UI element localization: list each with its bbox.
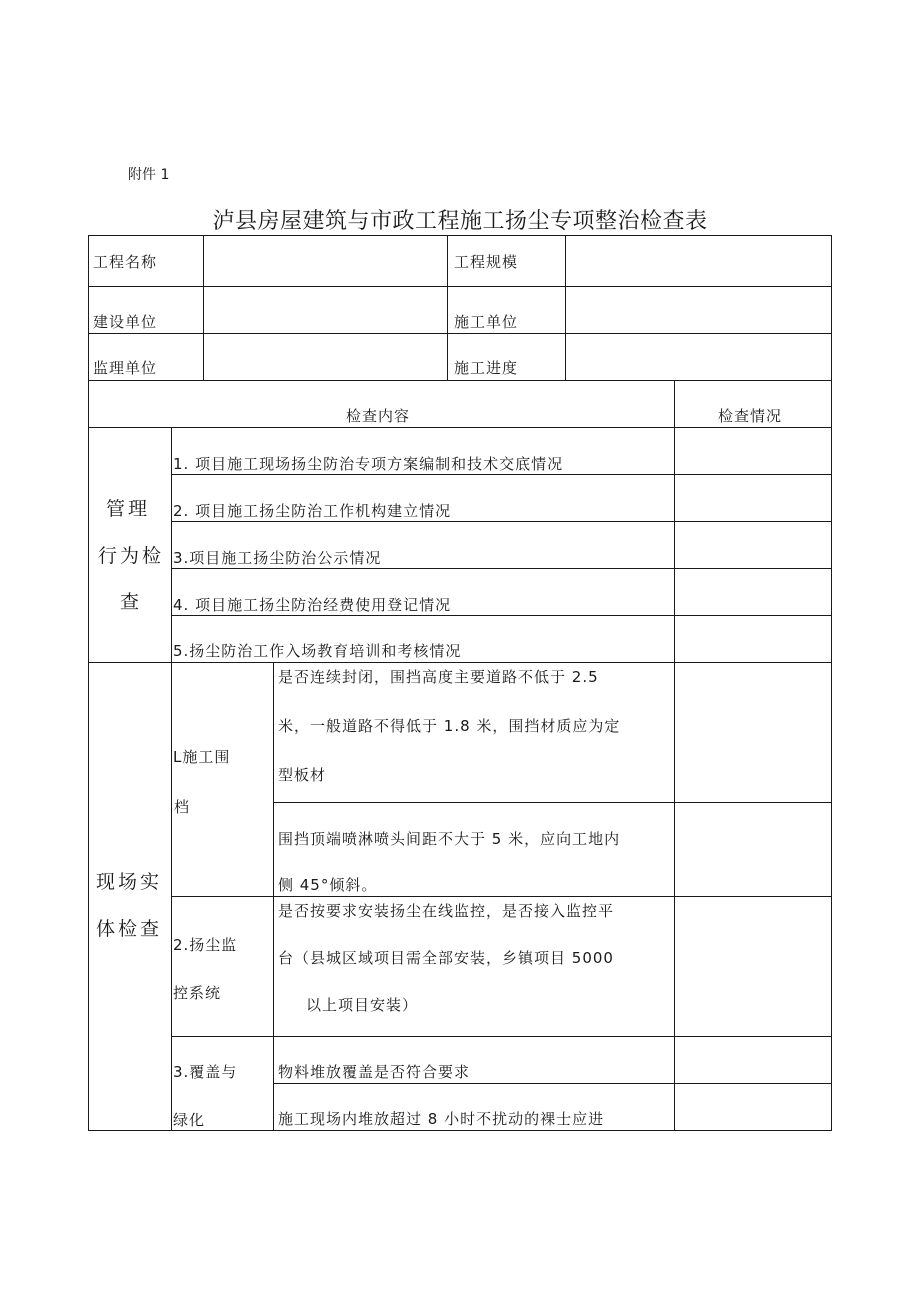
site-item-line: 台（县城区域项目需全部安装，乡镇项目 5000 bbox=[278, 949, 614, 967]
site-item-line: 型板材 bbox=[278, 766, 327, 784]
site-group-name: 3.覆盖与 bbox=[173, 1063, 238, 1081]
site-group-name: 2.扬尘监 bbox=[173, 936, 238, 954]
site-item-line: 米，一般道路不得低于 1.8 米，围挡材质应为定 bbox=[278, 717, 621, 735]
site-group-name: 绿化 bbox=[173, 1111, 206, 1129]
management-item: 5.扬尘防治工作入场教育培训和考核情况 bbox=[173, 642, 462, 660]
contractor-label: 施工单位 bbox=[454, 313, 519, 331]
management-item: 1. 项目施工现场扬尘防治专项方案编制和技术交底情况 bbox=[173, 455, 564, 473]
site-label-1: 现场实 bbox=[96, 871, 163, 893]
builder-label: 建设单位 bbox=[93, 313, 158, 331]
site-item-line: 是否按要求安装扬尘在线监控，是否接入监控平 bbox=[278, 902, 615, 920]
site-label-2: 体检查 bbox=[96, 918, 163, 940]
header-content: 检查内容 bbox=[346, 407, 411, 425]
project-scale-label: 工程规模 bbox=[454, 253, 519, 271]
site-item-line: 侧 45°倾斜。 bbox=[278, 876, 378, 894]
supervisor-label: 监理单位 bbox=[93, 359, 158, 377]
progress-label: 施工进度 bbox=[454, 359, 519, 377]
attachment-label: 附件 1 bbox=[128, 167, 170, 183]
management-item: 2. 项目施工扬尘防治工作机构建立情况 bbox=[173, 502, 452, 520]
management-item: 4. 项目施工扬尘防治经费使用登记情况 bbox=[173, 596, 452, 614]
management-item: 3.项目施工扬尘防治公示情况 bbox=[173, 549, 382, 567]
page-title: 泸县房屋建筑与市政工程施工扬尘专项整治检查表 bbox=[212, 209, 708, 234]
site-item-line: 物料堆放覆盖是否符合要求 bbox=[278, 1063, 471, 1081]
management-label-2: 行为检 bbox=[98, 545, 165, 567]
site-group-name: L施工围 bbox=[173, 748, 231, 766]
site-item-line: 围挡顶端喷淋喷头间距不大于 5 米，应向工地内 bbox=[278, 830, 621, 848]
site-item-line: 施工现场内堆放超过 8 小时不扰动的裸士应进 bbox=[278, 1110, 605, 1128]
header-result: 检查情况 bbox=[718, 407, 783, 425]
site-group-name: 控系统 bbox=[173, 984, 222, 1002]
site-group-name: 档 bbox=[174, 798, 191, 816]
site-item-line: 以上项目安装） bbox=[306, 996, 419, 1014]
management-label-3: 查 bbox=[120, 591, 143, 613]
project-name-label: 工程名称 bbox=[93, 253, 158, 271]
site-item-line: 是否连续封闭，围挡高度主要道路不低于 2.5 bbox=[278, 668, 599, 686]
management-label-1: 管理 bbox=[106, 498, 151, 520]
